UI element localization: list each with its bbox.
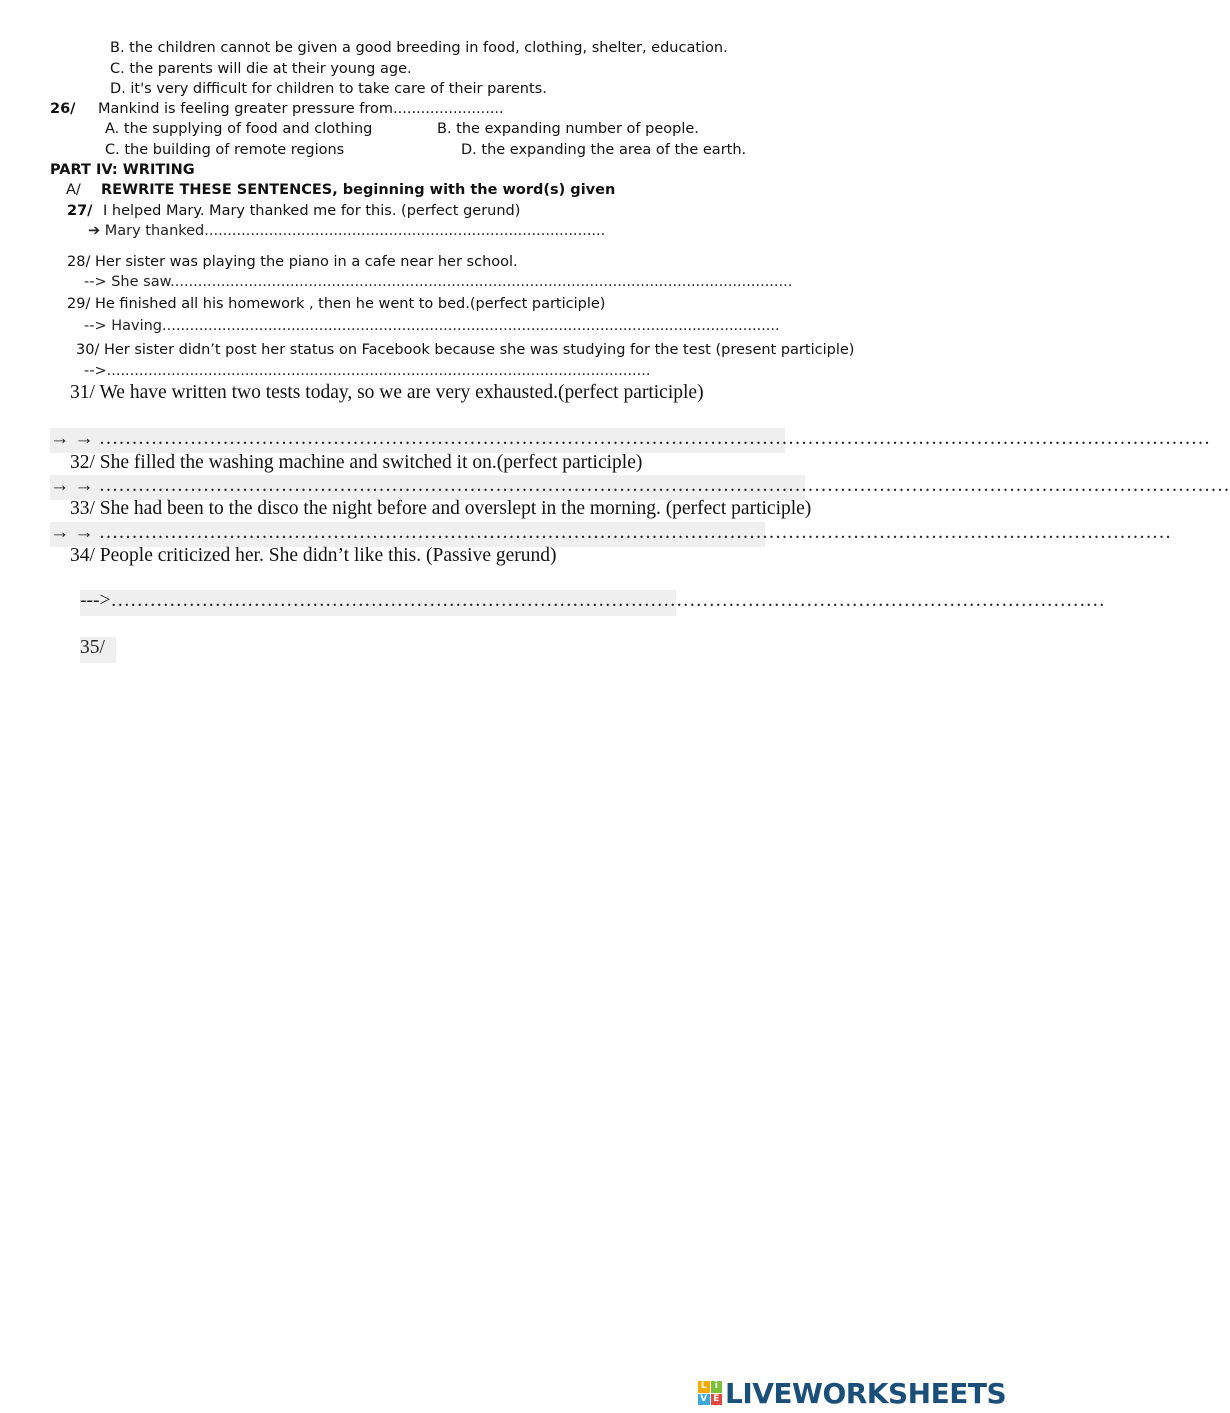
q29-text: 29/ He finished all his homework , then he went to bed.(perfect participle) [67, 296, 606, 312]
q31-answer-field[interactable]: → → ……………………………………………………………………………………………………………………………………………………… [50, 428, 785, 453]
liveworksheets-logo [698, 1378, 1006, 1408]
q26-option-d: D. the expanding the area of the earth. [461, 142, 747, 158]
q33-answer-field[interactable]: → → ………………………………………………………………………………………………………………………………………………… [50, 522, 765, 547]
q27-text: I helped Mary. Mary thanked me for this. (perfect gerund) [103, 203, 521, 219]
logo-icon-e: E [711, 1394, 723, 1406]
logo-text: LIVEWORKSHEETS [725, 1376, 1007, 1410]
logo-icon-l: L [698, 1381, 710, 1393]
q26-option-a: A. the supplying of food and clothing [105, 121, 373, 137]
q26-option-b: B. the expanding number of people. [437, 121, 699, 137]
part-title: PART IV: WRITING [50, 162, 195, 178]
q30-answer-field[interactable]: -->...................................................................................................................... [84, 363, 651, 379]
q26-number: 26/ [50, 101, 76, 117]
logo-icon-v: V [698, 1394, 710, 1406]
q26-stem: Mankind is feeling greater pressure from........................ [98, 101, 504, 117]
section-letter: A/ [66, 182, 81, 198]
liveworksheets-logo-icon [698, 1381, 722, 1405]
q35-number: 35/ [80, 637, 116, 663]
q34-answer-field[interactable]: --->……………………………………………………………………………………………………………………………………… [80, 590, 676, 616]
q27-number: 27/ [67, 203, 93, 219]
logo-icon-i: i [711, 1381, 723, 1393]
q25-option-d: D. it's very difficult for children to take care of their parents. [110, 81, 547, 97]
q28-answer-field[interactable]: --> She saw....................................................................................................................................... [84, 274, 793, 290]
q25-option-b: B. the children cannot be given a good breeding in food, clothing, shelter, education. [110, 40, 728, 56]
q26-option-c: C. the building of remote regions [105, 142, 345, 158]
q32-text: 32/ She filled the washing machine and switched it on.(perfect participle) [70, 452, 643, 473]
q25-option-c: C. the parents will die at their young age. [110, 61, 412, 77]
q31-text: 31/ We have written two tests today, so we are very exhausted.(perfect participle) [70, 382, 704, 403]
q27-answer-field[interactable]: ➔ Mary thanked....................................................................................... [88, 223, 606, 239]
q29-answer-field[interactable]: --> Having...................................................................................................................................... [84, 318, 780, 334]
q34-text: 34/ People criticized her. She didn’t like this. (Passive gerund) [70, 545, 557, 566]
q33-text: 33/ She had been to the disco the night before and overslept in the morning. (perfect participle) [70, 498, 812, 519]
section-title: REWRITE THESE SENTENCES, beginning with the word(s) given [101, 182, 616, 198]
q32-answer-field[interactable]: → → ………………………………………………………………………………………………………………………………………………………… [50, 475, 805, 500]
q28-text: 28/ Her sister was playing the piano in a cafe near her school. [67, 254, 518, 270]
q30-text: 30/ Her sister didn’t post her status on Facebook because she was studying for the test (present participle) [76, 342, 855, 358]
